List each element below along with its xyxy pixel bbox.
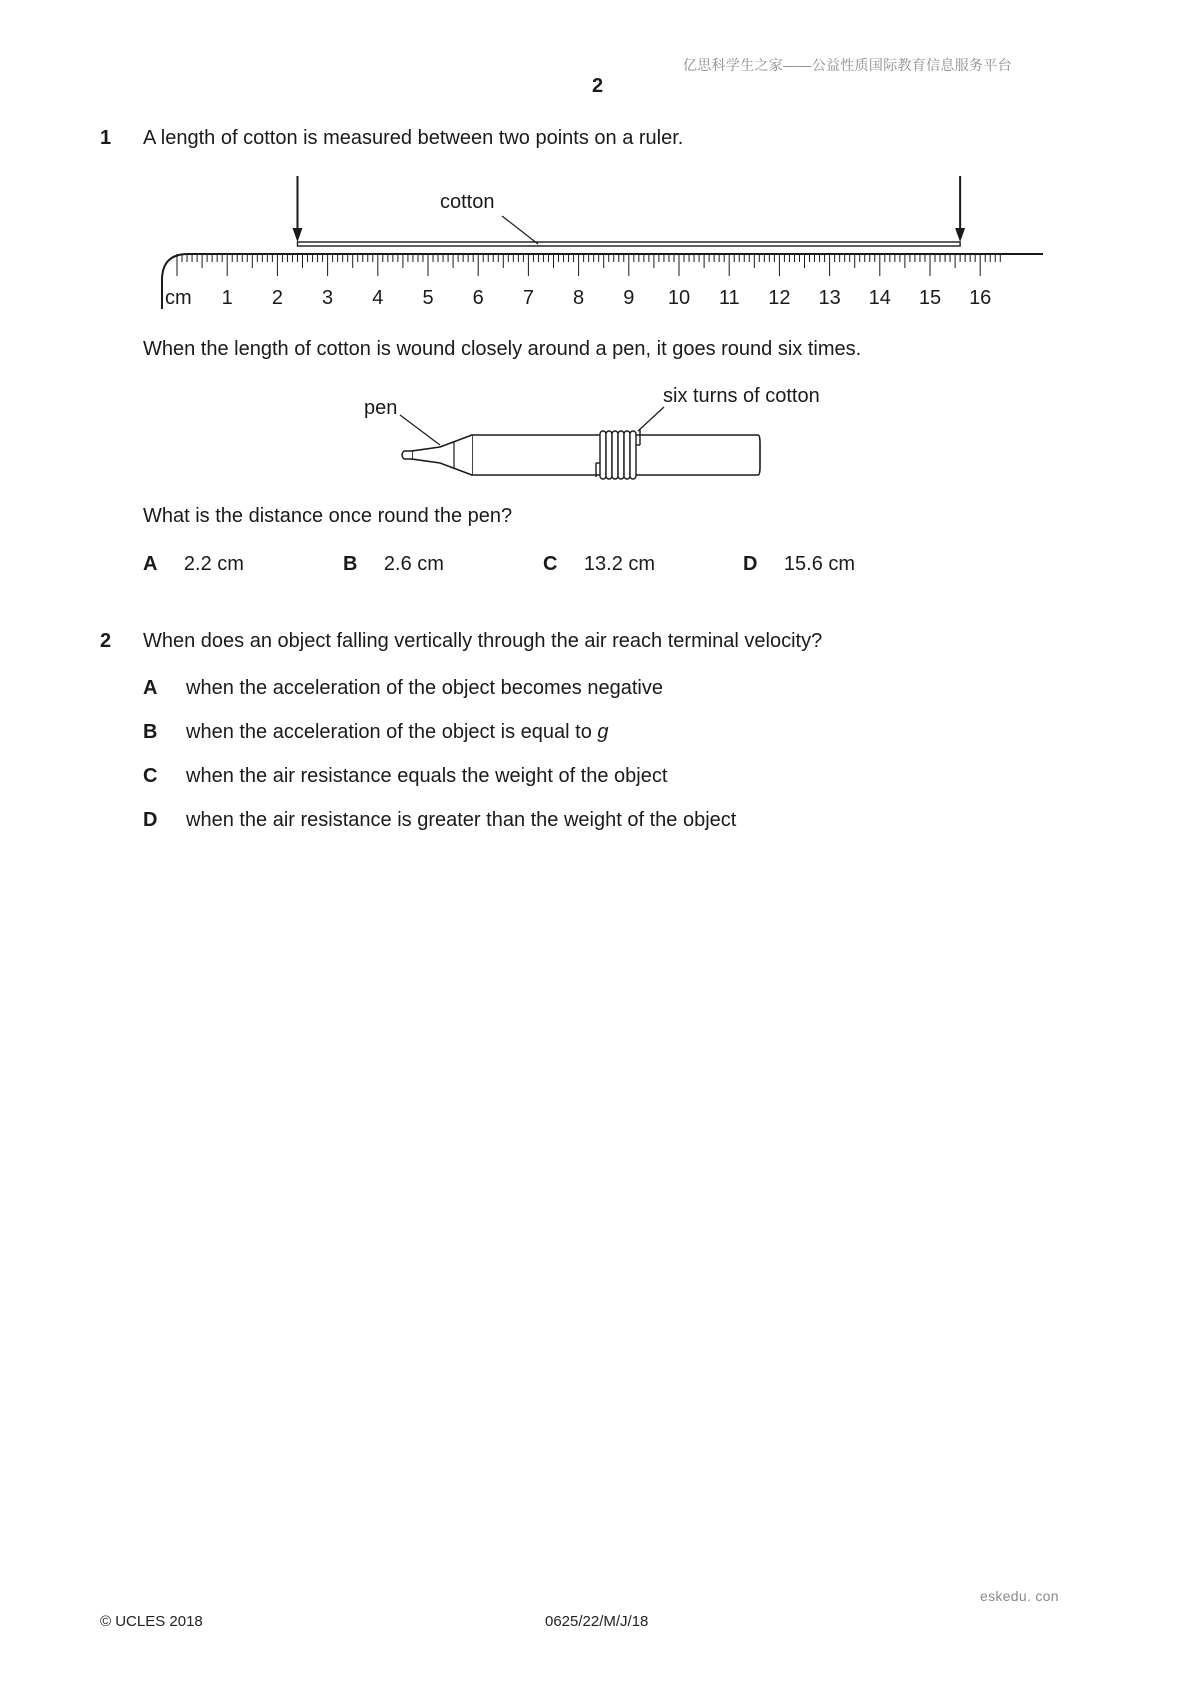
ruler-number: 11 [718, 287, 740, 309]
cotton-line [297, 242, 960, 246]
q2-option-a[interactable] [143, 677, 663, 700]
footer-copyright: © UCLES 2018 [100, 1613, 203, 1630]
option-text: 13.2 cm [583, 553, 656, 575]
arrow-right-marker [955, 176, 965, 242]
coil-turn [606, 431, 612, 479]
question-1-text: A length of cotton is measured between two points on a ruler. [143, 127, 684, 149]
cotton-label-leader [502, 216, 538, 244]
coil-turn [624, 431, 630, 479]
ruler-outline [162, 254, 1043, 309]
turns-label-leader [638, 407, 664, 431]
question-2-number: 2 [100, 630, 112, 652]
option-letter: A [143, 553, 158, 575]
q1-option-b[interactable] [343, 553, 444, 576]
pen-figure [360, 385, 850, 495]
cotton-coils [596, 429, 640, 479]
ruler-number: 9 [623, 287, 635, 309]
option-text: 2.2 cm [183, 553, 244, 575]
option-letter: C [543, 553, 558, 575]
coil-turn [618, 431, 624, 479]
ruler-figure [140, 170, 1060, 320]
pen-tip [402, 451, 412, 459]
ruler-number: 2 [271, 287, 283, 309]
option-letter: D [143, 809, 158, 831]
ruler-ticks [177, 254, 1000, 276]
ruler-number: 7 [522, 287, 534, 309]
option-text: 15.6 cm [783, 553, 856, 575]
footer-paper-code: 0625/22/M/J/18 [545, 1613, 649, 1630]
turns-label: six turns of cotton [663, 385, 820, 407]
option-italic-symbol: g [597, 721, 609, 743]
coil-turn [600, 431, 606, 479]
cotton-label: cotton [440, 191, 495, 213]
ruler-number: 8 [573, 287, 585, 309]
option-text: when the air resistance is greater than the weight of the object [186, 809, 737, 831]
ruler-unit-label: cm [165, 287, 192, 309]
ruler-number: 4 [372, 287, 384, 309]
ruler-number: 6 [472, 287, 484, 309]
ruler-number: 5 [422, 287, 434, 309]
q1-option-a[interactable] [143, 553, 244, 576]
option-letter: C [143, 765, 158, 787]
option-text: when the acceleration of the object is equal to [186, 721, 598, 743]
question-1-prompt: What is the distance once round the pen? [143, 505, 513, 527]
q1-option-c[interactable] [543, 553, 655, 576]
coil-turn [612, 431, 618, 479]
q2-option-b[interactable] [143, 721, 609, 744]
question-2-text: When does an object falling vertically through the air reach terminal velocity? [143, 630, 823, 652]
option-letter: D [743, 553, 758, 575]
pen-label: pen [364, 397, 398, 419]
header-watermark: 亿思科学生之家——公益性质国际教育信息服务平台 [683, 57, 1012, 73]
footer-site-watermark: eskedu. con [980, 1588, 1059, 1604]
pen-cone [412, 435, 472, 475]
ruler-number: 13 [818, 287, 841, 309]
option-letter: B [343, 553, 358, 575]
option-text: 2.6 cm [383, 553, 444, 575]
q2-option-c[interactable] [143, 765, 667, 788]
coil-turn [630, 431, 636, 479]
page-number: 2 [592, 75, 604, 97]
option-text: when the air resistance equals the weight of the object [186, 765, 668, 787]
ruler-number: 15 [918, 287, 942, 309]
ruler-number: 10 [667, 287, 691, 309]
ruler-number: 3 [322, 287, 334, 309]
option-letter: B [143, 721, 158, 743]
ruler-number: 1 [221, 287, 233, 309]
q1-option-d[interactable] [743, 553, 855, 576]
option-letter: A [143, 677, 158, 699]
question-1-number: 1 [100, 127, 112, 149]
option-text: when the acceleration of the object becomes negative [186, 677, 663, 699]
ruler-number: 14 [868, 287, 891, 309]
ruler-number: 16 [969, 287, 992, 309]
arrow-left-marker [292, 176, 302, 242]
ruler-number: 12 [768, 287, 791, 309]
ruler-numbers [222, 287, 992, 309]
q2-option-d[interactable] [143, 809, 736, 832]
question-1-text-2: When the length of cotton is wound closely around a pen, it goes round six times. [143, 338, 862, 360]
pen-label-leader [400, 415, 440, 445]
